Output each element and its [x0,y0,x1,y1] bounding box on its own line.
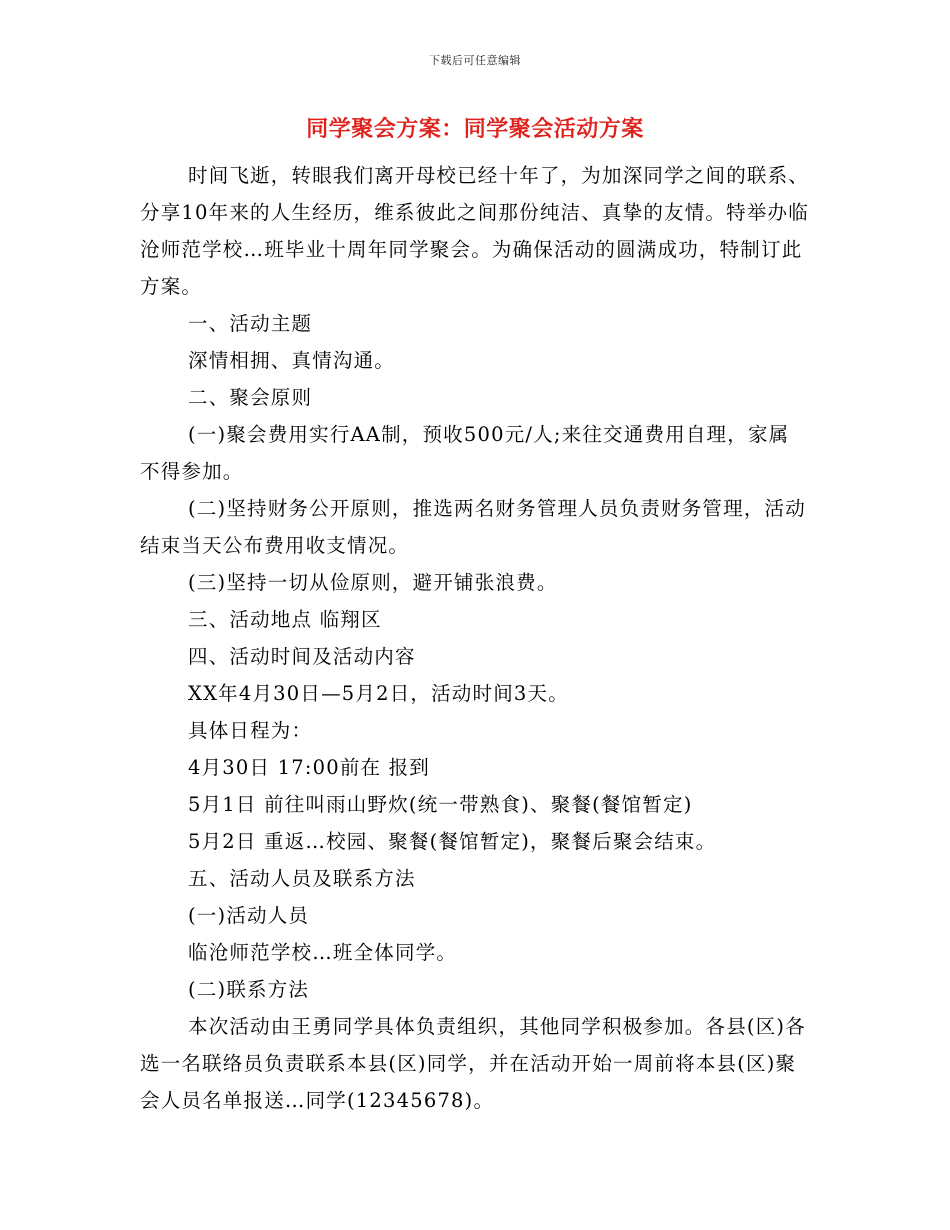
paragraph: 具体日程为： [188,719,313,742]
paragraph: (一)聚会费用实行AA制，预收500元/人;来往交通费用自理，家属不得参加。 [140,423,790,483]
paragraph: 临沧师范学校…班全体同学。 [188,941,458,964]
schedule-item: 4月30日 17:00前在 报到 [188,756,431,779]
intro-paragraph: 时间飞逝，转眼我们离开母校已经十年了，为加深同学之间的联系、分享10年来的人生经历，维系彼此之间那份纯洁、真挚的友情。特举办临沧师范学校…班毕业十周年同学聚会。为确保活动的圆满成功，特制订此方案。 [140,164,810,298]
paragraph: (二)联系方法 [188,978,310,1001]
header-note: 下载后可任意编辑 [429,54,521,67]
paragraph: 深情相拥、真情沟通。 [188,349,396,372]
section-heading-theme: 一、活动主题 [188,312,313,335]
document-body [140,157,810,1119]
paragraph: (一)活动人员 [188,904,310,927]
schedule-item: 5月1日 前往叫雨山野炊(统一带熟食)、聚餐(餐馆暂定) [188,793,693,816]
schedule-item: 5月2日 重返…校园、聚餐(餐馆暂定)，聚餐后聚会结束。 [188,830,717,853]
section-heading-schedule: 四、活动时间及活动内容 [188,645,416,668]
paragraph: (三)坚持一切从俭原则，避开铺张浪费。 [188,571,558,594]
section-heading-location: 三、活动地点 临翔区 [188,608,382,631]
paragraph: XX年4月30日—5月2日，活动时间3天。 [188,682,569,705]
document-title: 同学聚会方案：同学聚会活动方案 [306,117,644,142]
paragraph: (二)坚持财务公开原则，推选两名财务管理人员负责财务管理，活动结束当天公布费用收支情况。 [140,497,806,557]
section-heading-contacts: 五、活动人员及联系方法 [188,867,416,890]
section-heading-principles: 二、聚会原则 [188,386,313,409]
paragraph: 本次活动由王勇同学具体负责组织，其他同学积极参加。各县(区)各选一名联络员负责联系本县(区)同学，并在活动开始一周前将本县(区)聚会人员名单报送…同学(12345678)。 [140,1015,806,1112]
